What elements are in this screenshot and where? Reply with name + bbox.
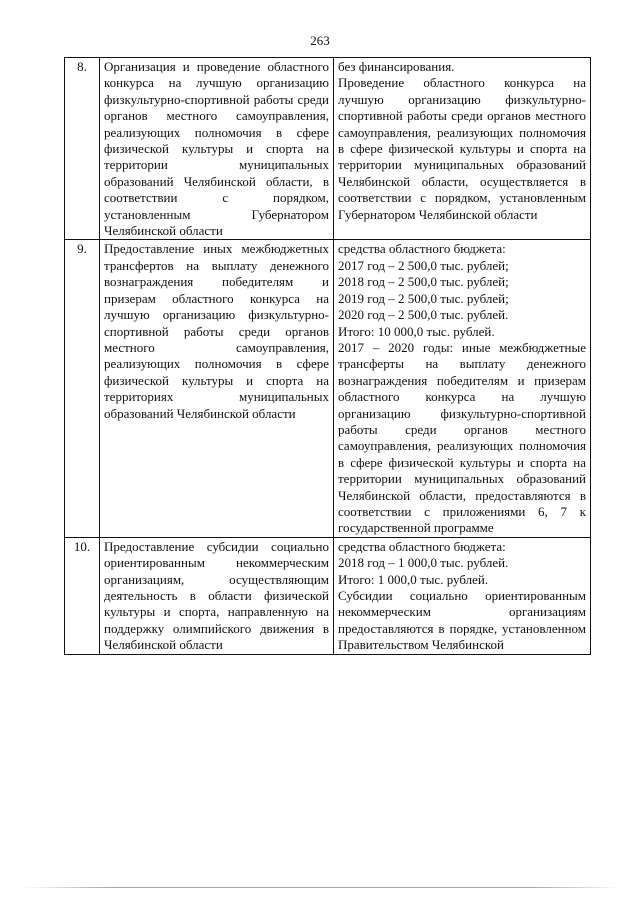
funding-line: 2019 год – 2 500,0 тыс. рублей; — [338, 290, 509, 306]
measures-table — [64, 57, 591, 655]
funding-line: 2017 – 2020 годы: иные межбюджетные трансферты на выплату денежного вознаграждения победителям и призерам областного конкурса на лучшую организацию физкультурно-спортивной работы среди органов местного самоуправления, реализующих полномочия в сфере физической культуры и спорта на территории муниципальных образований Челябинской области, предоставляются в соответствии с приложениями 6, 7 к государственной программе — [338, 339, 586, 536]
funding-line: Итого: 10 000,0 тыс. рублей. — [338, 323, 495, 339]
table-row — [65, 240, 591, 537]
page-number: 263 — [310, 33, 330, 48]
funding-line: 2020 год – 2 500,0 тыс. рублей. — [338, 307, 509, 323]
table-row — [65, 537, 591, 654]
funding-line: 2018 год – 2 500,0 тыс. рублей; — [338, 274, 509, 290]
row-number: 9. — [65, 240, 100, 537]
scan-edge-line — [22, 887, 622, 888]
funding-line: Итого: 1 000,0 тыс. рублей. — [338, 571, 489, 587]
funding-line: Проведение областного конкурса на лучшую организацию физкультурно-спортивной работы среди органов местного самоуправления, реализующих полномочия в сфере физической культуры и спорта на территории муниципальных образований Челябинской области, осуществляется в соответствии с порядком, установленным Губернатором Челябинской области — [338, 75, 586, 222]
funding-line: средства областного бюджета: — [338, 538, 506, 554]
measure-description: Предоставление субсидии социально ориентированным некоммерческим организациям, осуществляющим деятельность в области физической культуры и спорта, направленную на поддержку олимпийского движения в Челябинской области — [100, 537, 334, 654]
funding-cell — [334, 58, 591, 240]
funding-line: Субсидии социально ориентированным некоммерческим организациям предоставляются в порядке, установленном Правительством Челябинской — [338, 588, 586, 653]
measure-description: Организация и проведение областного конкурса на лучшую организацию физкультурно-спортивной работы среди органов местного самоуправления, реализующих полномочия в сфере физической культуры и спорта на территории муниципальных образований Челябинской области, в соответствии с порядком, установленным Губернатором Челябинской области — [100, 58, 334, 240]
row-number: 8. — [65, 58, 100, 240]
funding-line: без финансирования. — [338, 59, 455, 74]
row-number: 10. — [65, 537, 100, 654]
table-row — [65, 58, 591, 240]
measure-description: Предоставление иных межбюджетных трансфертов на выплату денежного вознаграждения победителям и призерам областного конкурса на лучшую организацию физкультурно-спортивной работы среди органов местного самоуправления, реализующих полномочия в сфере физической культуры и спорта на территориях муниципальных образований Челябинской области — [100, 240, 334, 537]
funding-line: 2017 год – 2 500,0 тыс. рублей; — [338, 257, 509, 273]
funding-line: 2018 год – 1 000,0 тыс. рублей. — [338, 555, 509, 571]
funding-cell — [334, 240, 591, 537]
funding-cell — [334, 537, 591, 654]
funding-line: средства областного бюджета: — [338, 241, 506, 257]
